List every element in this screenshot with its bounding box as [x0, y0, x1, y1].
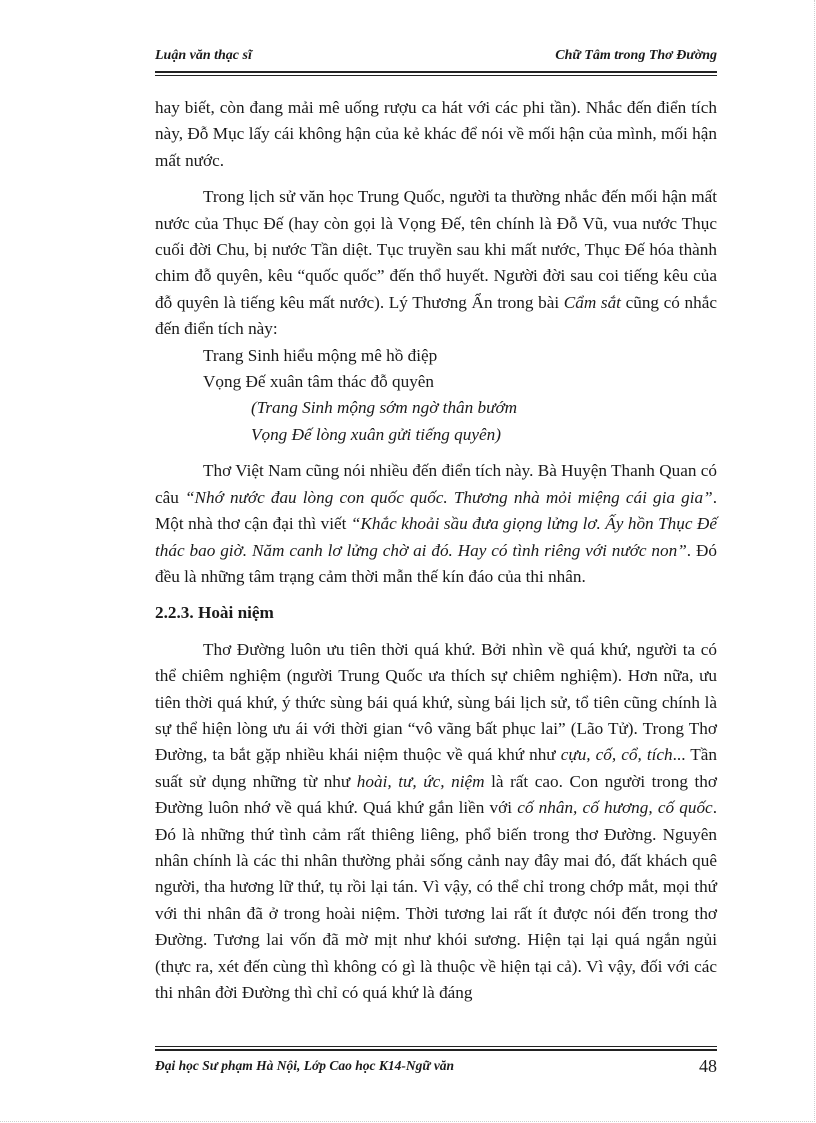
translation-line-2: Vọng Đế lòng xuân gửi tiếng quyên) [251, 424, 501, 444]
quote-2: “Khắc khoải sầu đưa giọng lửng lơ. Ấy hồn Thục Đế thác bao giờ. Năm canh lơ lửng chờ ai đó. Hay có tình riêng với nước non” [155, 514, 717, 560]
paragraph-2 [155, 184, 717, 342]
paragraph-3-a: Thơ Việt Nam cũng nói nhiều đến điển tích này. Bà Huyện Thanh Quan có câu [155, 461, 717, 507]
paragraph-2-text: Trong lịch sử văn học Trung Quốc, người ta thường nhắc đến mối hận mất nước của Thục Đế (hay còn gọi là Vọng Đế, tên chính là Đỗ Vũ, vua nước Thục cuối đời Chu, bị nước Tần diệt. Tục truyền sau khi mất nước, Thục Đế hóa thành chim đỗ quyên, kêu “quốc quốc” đến thổ huyết. Người đời sau coi tiếng kêu của đỗ quyên là tiếng kêu mất nước). Lý Thương Ẩn trong bài [155, 187, 717, 312]
paragraph-3-c: . Đó đều là những tâm trạng cảm thời mẫn thế kín đáo của thi nhân. [155, 540, 717, 586]
paragraph-4-a: Thơ Đường luôn ưu tiên thời quá khứ. Bởi nhìn về quá khứ, người ta có thể chiêm nghiệm (người Trung Quốc ưa thích sự chiêm nghiệm). Hơn nữa, ưu tiên thời quá khứ, ý thức sùng bái quá khứ, sùng bái lịch sử, tổ tiên cũng chính là sự thể hiện lòng ưu ái với thời gian “vô vãng bất phục lai” (Lão Tử). Trong Thơ Đường, ta bắt gặp nhiều khái niệm thuộc về quá khứ như [155, 639, 717, 765]
translation-line-1: (Trang Sinh mộng sớm ngờ thân bướm [251, 398, 518, 418]
italic-terms-2: hoài, tư, ức, niệm [356, 771, 485, 791]
italic-terms-1: cựu, cố, cổ, tích [560, 745, 673, 765]
verse-line-1: Trang Sinh hiểu mộng mê hồ điệp [203, 345, 438, 365]
verse-line-2: Vọng Đế xuân tâm thác đỗ quyên [203, 372, 435, 392]
paragraph-4 [155, 637, 717, 1007]
body-text [155, 95, 717, 1006]
page-number: 48 [699, 1056, 717, 1076]
header-right-title: Chữ Tâm trong Thơ Đường [555, 48, 717, 63]
section-heading: 2.2.3. Hoài niệm [155, 603, 274, 623]
header-rule-thin [155, 75, 717, 76]
running-footer [155, 1058, 717, 1082]
footer-institution: Đại học Sư phạm Hà Nội, Lớp Cao học K14-Ngữ văn [155, 1058, 455, 1073]
footer-rule-thick [155, 1049, 717, 1051]
poem-title: Cẩm sắt [563, 292, 621, 312]
running-header [155, 48, 717, 72]
paragraph-2-tail: cũng có nhắc đến điển tích này: [155, 292, 718, 339]
quote-1: “Nhớ nước đau lòng con quốc quốc. Thương nhà mỏi miệng cái gia gia” [185, 487, 713, 507]
paragraph-1: hay biết, còn đang mải mê uống rượu ca hát với các phi tần). Nhắc đến điển tích này, Đỗ Mục lấy cái không hận của kẻ khác để nói về mối hận của mình, mối hận mất nước. [155, 98, 717, 170]
footer-rule-thin [155, 1046, 717, 1047]
header-left-title: Luận văn thạc sĩ [155, 48, 252, 63]
paragraph-4-c: là rất cao. Con người trong thơ Đường luôn nhớ về quá khứ. Quá khứ gắn liền với [155, 771, 717, 818]
paragraph-3-b: . Một nhà thơ cận đại thì viết [155, 487, 717, 534]
italic-terms-3: cố nhân, cố hương, cố quốc [517, 798, 713, 818]
paragraph-4-b: ... Tần suất sử dụng những từ như [155, 745, 717, 791]
paragraph-3 [155, 458, 717, 590]
header-rule-thick [155, 71, 717, 73]
paragraph-4-d: . Đó là những thứ tình cảm rất thiêng liêng, phổ biến trong thơ Đường. Nguyên nhân chính là các thi nhân thường phải sống cảnh nay đây mai đó, đất khách quê người, tha hương lữ thứ, tụ rồi lại tán. Vì vậy, có thể chỉ trong chớp mắt, mọi thứ với thi nhân đã ở trong hoài niệm. Thời tương lai rất ít được nói đến trong thơ Đường. Tương lai vốn đã mờ mịt như khói sương. Hiện tại lại quá ngắn ngủi (thực ra, xét đến cùng thì không có gì là thuộc về hiện tại cả). Vì vậy, đối với các thi nhân đời Đường thì chỉ có quá khứ là đáng [155, 798, 717, 1002]
